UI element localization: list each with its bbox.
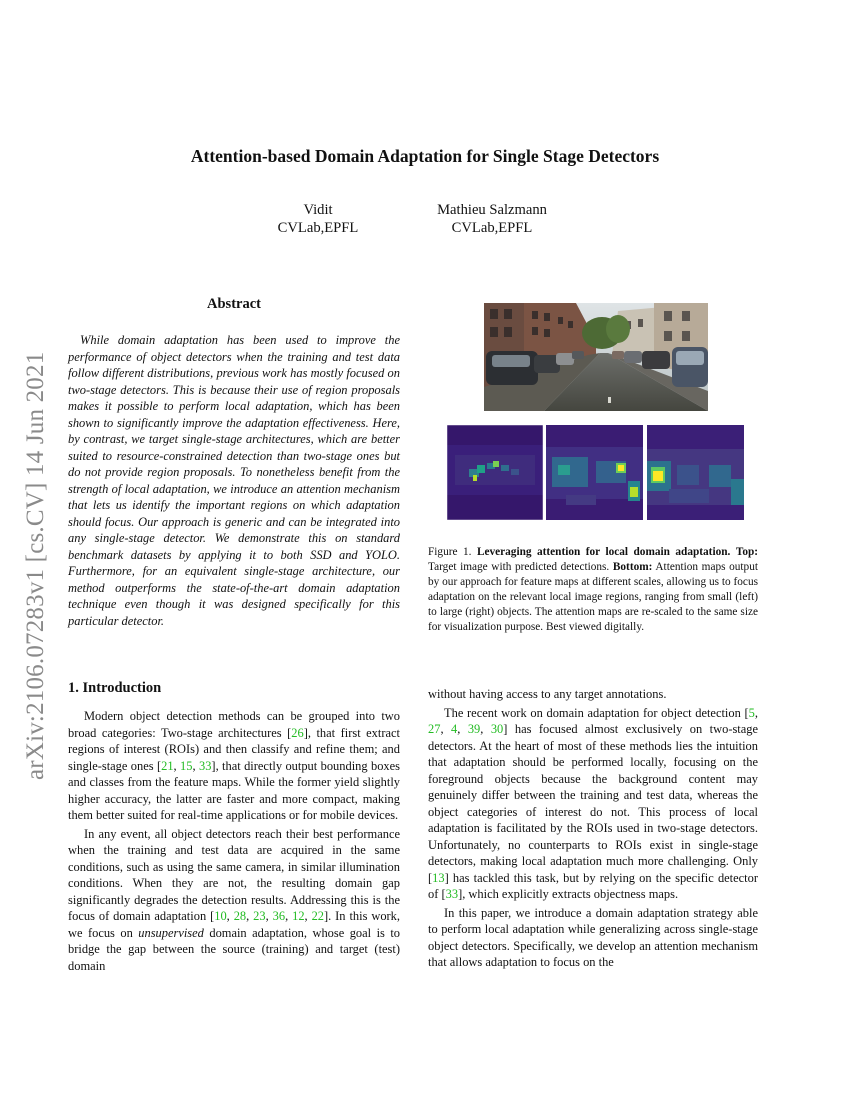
citation-link[interactable]: 33 <box>445 887 459 901</box>
citation-link[interactable]: 33 <box>198 758 212 773</box>
figure-bold-title: Leveraging attention for local domain adaptation. <box>476 546 731 558</box>
author-affiliation: CVLab,EPFL <box>451 220 533 236</box>
abstract-heading: Abstract <box>207 296 261 312</box>
citation-link[interactable]: 23 <box>253 909 266 923</box>
citation-link[interactable]: 4 <box>451 722 458 736</box>
author-name: Mathieu Salzmann <box>437 202 547 218</box>
citation-link[interactable]: 15 <box>180 758 193 773</box>
citation-link[interactable]: 27 <box>428 722 441 736</box>
figure-bottom-text: Attention maps output by our approach for feature maps at different scales, allowing us to focus adaptation on the relevant local image regions, ranging from small (left) to large (right) objects. The attention maps are re-scaled to the same size for visualization purpose. Best viewed digitally. <box>428 561 758 633</box>
citation-link[interactable]: 10 <box>214 909 227 923</box>
intro-left-column <box>68 708 400 974</box>
citation-link[interactable]: 22 <box>311 909 324 923</box>
author-affiliation: CVLab,EPFL <box>277 220 359 236</box>
attention-map-large <box>647 425 744 520</box>
attention-map-small <box>447 425 543 520</box>
citation-link[interactable]: 13 <box>432 870 445 885</box>
arxiv-stamp: arXiv:2106.07283v1 [cs.CV] 14 Jun 2021 <box>22 351 49 780</box>
figure-label: Figure 1. <box>428 546 472 558</box>
author-name: Vidit <box>303 202 333 218</box>
citation-link[interactable]: 39 <box>467 722 481 736</box>
author-block-1 <box>248 201 388 237</box>
figure-top-text: Target image with predicted detections. <box>428 561 610 573</box>
citation-link[interactable]: 5 <box>748 705 755 720</box>
target-street-image <box>484 303 708 411</box>
citation-link[interactable]: 28 <box>233 909 247 923</box>
author-block-2 <box>412 201 572 237</box>
abstract-text: While domain adaptation has been used to improve the performance of object detectors when the training and test data follow different distributions, previous work has mostly focused on two-stage detectors. This is because their use of region proposals makes it possible to perform local adaptation, which has been shown to significantly improve the adaptation effectiveness. Here, by contrast, we target single-stage architectures, which are better suited to resource-constrained detection than two-stage ones but do not provide region proposals. To nonetheless benefit from the strength of local adaptation, we introduce an attention mechanism that lets us identify the important regions on which adaptation should focus. Our approach is generic and can be integrated into any single-stage detector. We demonstrate this on standard benchmark datasets by applying it to both SSD and YOLO. Furthermore, for an equivalent single-stage architecture, our method outperforms the state-of-the-art domain adaptation technique even though it was designed specifically for this particular detector. <box>68 333 400 628</box>
figure-top-label: Top: <box>735 546 759 558</box>
citation-link[interactable]: 30 <box>490 722 504 736</box>
abstract-body <box>68 332 400 629</box>
figure-bottom-label: Bottom: <box>612 561 653 573</box>
citation-link[interactable]: 12 <box>292 909 305 923</box>
intro-paragraph-1: Modern object detection methods can be grouped into two broad categories: Two-stage architectures [26], that first extract regions of interest (ROIs) and then classify and refine them; and single-stage ones [21, 15, 33], that directly output bounding boxes and classes from the feature maps. While the former yield slightly higher accuracy, the latter are faster and more compact, making them better suited for real-time applications or for mobile devices. <box>68 709 401 822</box>
paper-title: Attention-based Domain Adaptation for Single Stage Detectors <box>190 146 660 166</box>
attention-map-medium <box>546 425 643 520</box>
intro-paragraph-2: In any event, all object detectors reach their best performance when the training and test data are acquired in the same conditions, such as using the same camera, in similar illumination conditions. When they are not, the resulting domain gap significantly degrades the detection results. Addressing this is the focus of domain adaptation [10, 28, 23, 36, 12, 22]. In this work, we focus on unsupervised domain adaptation, whose goal is to bridge the gap between the source (training) and target (test) domain <box>68 826 401 973</box>
figure-caption <box>428 545 758 635</box>
intro-continuation: without having access to any target annotations. <box>428 687 667 701</box>
citation-link[interactable]: 36 <box>272 909 286 923</box>
intro-right-column <box>428 686 758 971</box>
citation-link[interactable]: 26 <box>291 725 304 740</box>
intro-paragraph-4: In this paper, we introduce a domain adaptation strategy able to perform local adaptation while generalizing across single-stage object detectors. Specifically, we develop an attention mechanism that allows adaptation to focus on the <box>428 905 758 969</box>
section-heading-introduction: 1. Introduction <box>68 680 162 696</box>
intro-paragraph-3: The recent work on domain adaptation for object detection [5, 27, 4, 39, 30] has focused almost exclusively on two-stage detectors. At the heart of most of these methods lies the intuition that adaptation should be performed locally, focusing on the foreground objects because the background content may genuinely differ between the training and test data, whereas the object categories of interest do not. This process of local adaptation is facilitated by the ROIs used in two-stage detectors. Unfortunately, no counterparts to ROIs exist in single-stage detectors, making local adaptation much more challenging. Only [13] has tackled this task, but by relying on the specific detector of [33], which explicitly extracts objectness maps. <box>428 705 759 901</box>
citation-link[interactable]: 21 <box>161 758 174 773</box>
